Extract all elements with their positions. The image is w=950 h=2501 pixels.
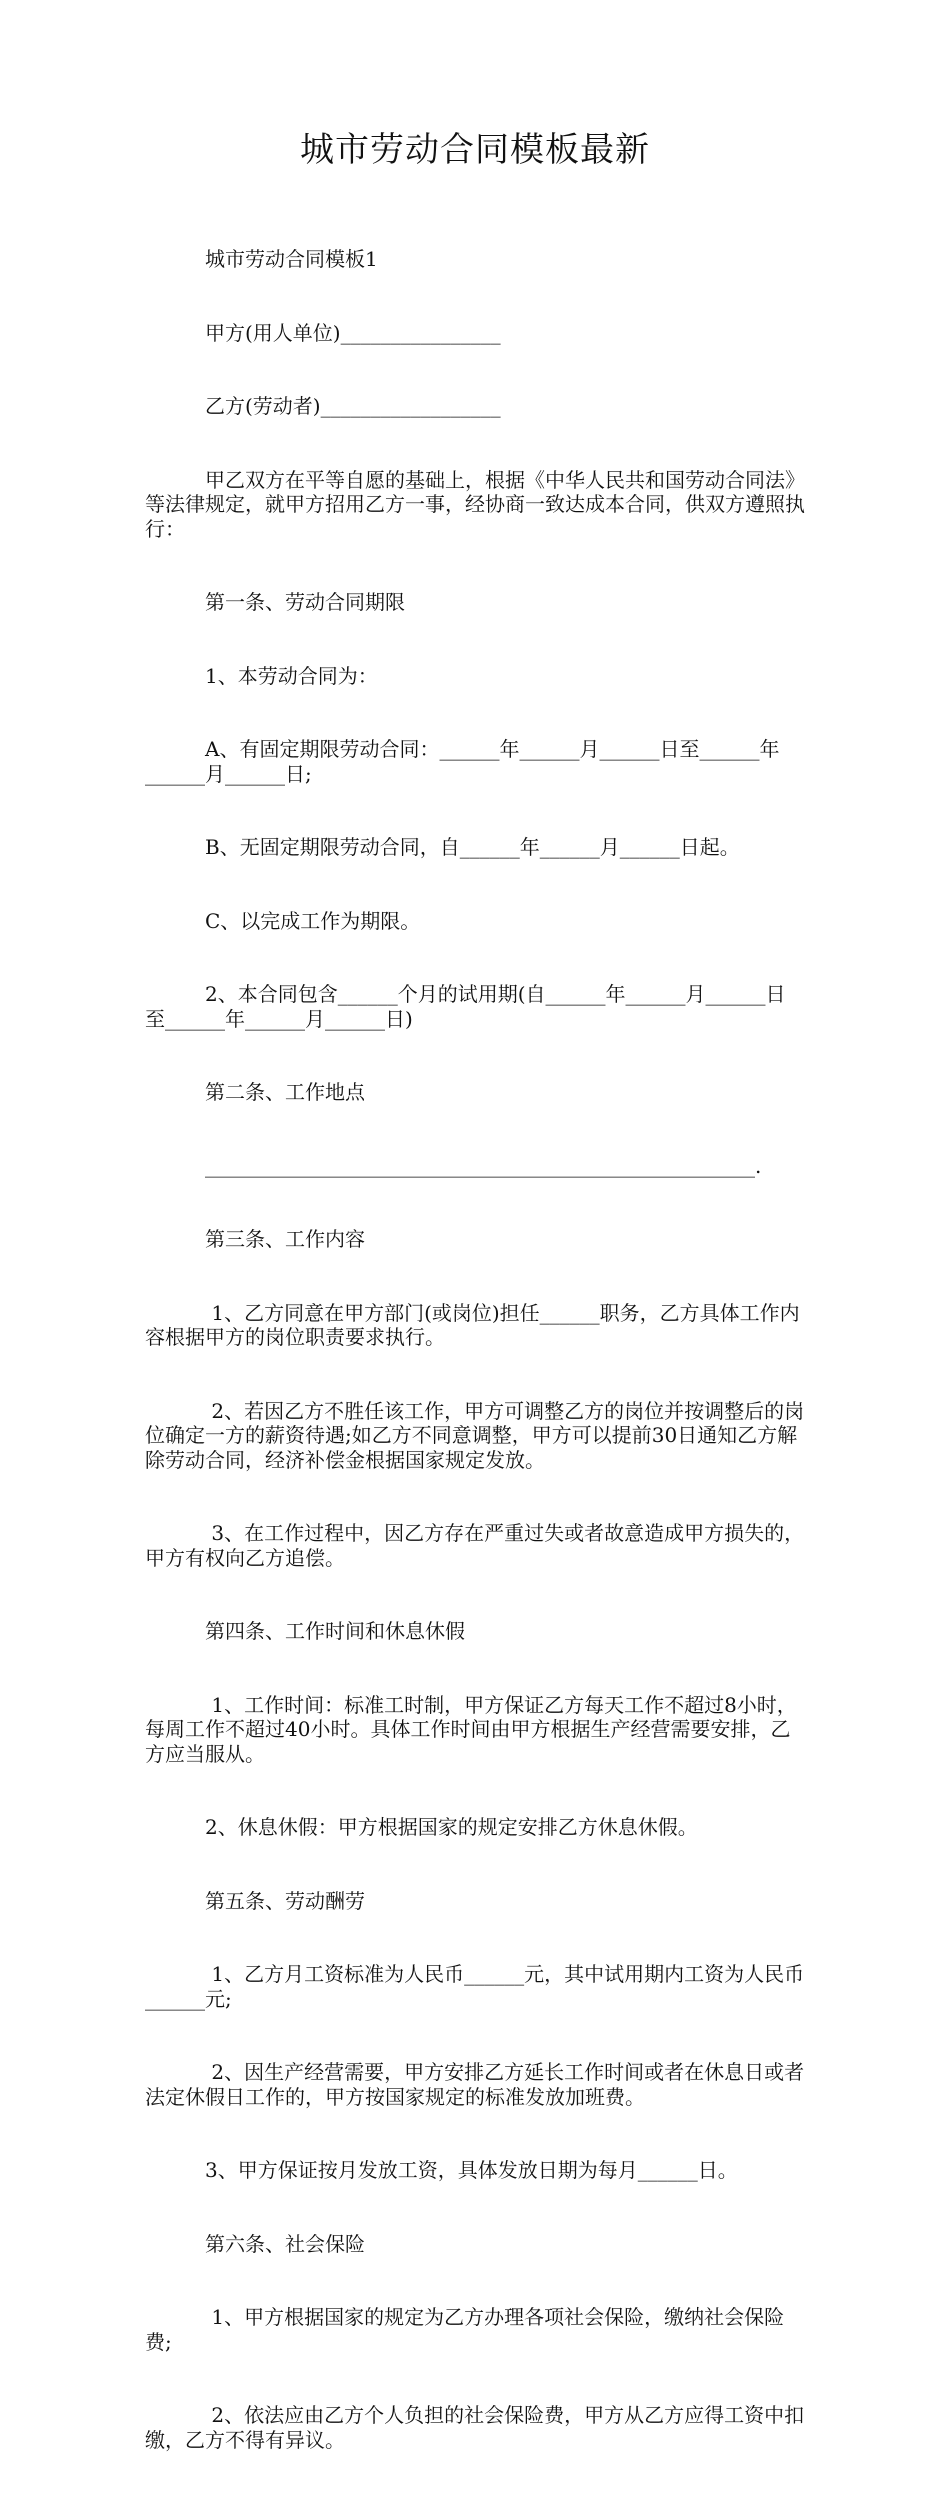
paragraph: _______________________________________________________. [145,1153,762,1178]
paragraph: 1、乙方同意在甲方部门(或岗位)担任______职务，乙方具体工作内容根据甲方的岗位职责要求执行。 [145,1300,800,1349]
paragraph: 3、甲方保证按月发放工资，具体发放日期为每月______日。 [145,2158,738,2182]
paragraph: 1、本劳动合同为： [145,663,378,688]
paragraph: 乙方(劳动者)__________________ [145,394,501,418]
paragraph: A、有固定期限劳动合同：______年______月______日至______年______月______日; [145,737,780,786]
paragraph: 2、若因乙方不胜任该工作，甲方可调整乙方的岗位并按调整后的岗位确定一方的薪资待遇;如乙方不同意调整，甲方可以提前30日通知乙方解除劳动合同，经济补偿金根据国家规定发放。 [145,1398,805,1472]
paragraph: 甲方(用人单位)________________ [145,320,501,345]
section-heading: 第二条、工作地点 [145,1080,365,1104]
paragraph: 1、乙方月工资标准为人民币______元，其中试用期内工资为人民币______元; [145,1962,805,2011]
paragraph: 2、休息休假：甲方根据国家的规定安排乙方休息休假。 [145,1815,698,1839]
paragraph: 1、工作时间：标准工时制，甲方保证乙方每天工作不超过8小时，每周工作不超过40小时。具体工作时间由甲方根据生产经营需要安排，乙方应当服从。 [145,1692,797,1766]
paragraph: 2、本合同包含______个月的试用期(自______年______月______日至______年______月______日) [145,982,786,1031]
paragraph: C、以完成工作为期限。 [145,908,421,933]
paragraph: 1、甲方根据国家的规定为乙方办理各项社会保险，缴纳社会保险费; [145,2305,785,2354]
paragraph: 2、依法应由乙方个人负担的社会保险费，甲方从乙方应得工资中扣缴，乙方不得有异议。 [145,2403,805,2452]
section-heading: 第一条、劳动合同期限 [145,590,405,614]
section-heading: 第六条、社会保险 [145,2231,365,2256]
document-body [145,198,805,2501]
paragraph: 2、因生产经营需要，甲方安排乙方延长工作时间或者在休息日或者法定休假日工作的，甲方按国家规定的标准发放加班费。 [145,2060,805,2109]
paragraph: 3、在工作过程中，因乙方存在严重过失或者故意造成甲方损失的，甲方有权向乙方追偿。 [145,1521,805,1570]
paragraph: B、无固定期限劳动合同，自______年______月______日起。 [145,835,740,859]
paragraph: 城市劳动合同模板1 [145,247,378,271]
document-title: 城市劳动合同模板最新 [300,130,650,170]
section-heading: 第五条、劳动酬劳 [145,1888,365,1913]
section-heading: 第四条、工作时间和休息休假 [145,1619,465,1643]
section-heading: 第三条、工作内容 [145,1227,365,1251]
paragraph: 甲乙双方在平等自愿的基础上，根据《中华人民共和国劳动合同法》等法律规定，就甲方招用乙方一事，经协商一致达成本合同，供双方遵照执行： [145,467,805,541]
